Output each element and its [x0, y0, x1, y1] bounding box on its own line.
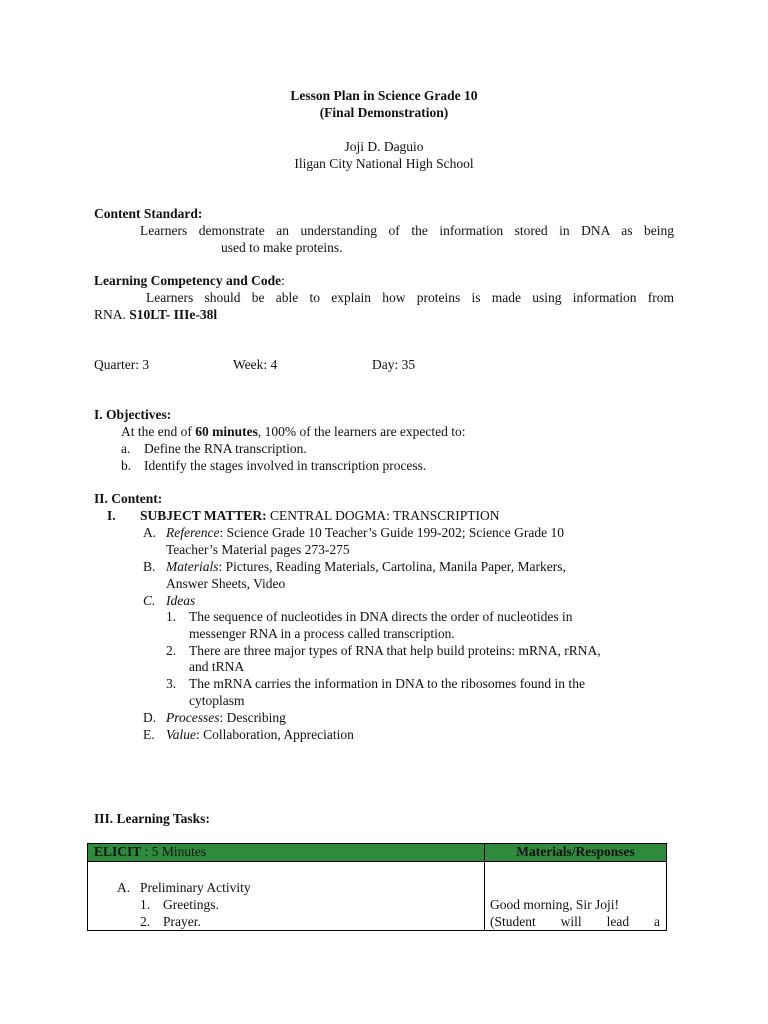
materials-label: Materials: [166, 559, 219, 574]
materials-line1: [166, 559, 566, 575]
reference-text: : Science Grade 10 Teacher’s Guide 199-202; Science Grade 10: [219, 525, 565, 540]
document-subtitle: (Final Demonstration): [319, 105, 449, 120]
subject-matter-label: SUBJECT MATTER:: [140, 508, 267, 523]
idea-line: There are three major types of RNA that help build proteins: mRNA, rRNA,: [189, 643, 601, 658]
table-header-row: [88, 844, 667, 862]
competency-line1: Learners should be able to explain how proteins is made using information from: [146, 290, 674, 305]
list-marker: D.: [143, 710, 157, 725]
content-standard-line2: used to make proteins.: [221, 240, 343, 255]
list-marker: B.: [143, 559, 156, 574]
content-heading: II. Content:: [94, 491, 163, 506]
processes-text: : Describing: [219, 710, 286, 725]
objectives-duration: 60 minutes: [195, 424, 258, 439]
materials-header-cell: [485, 844, 667, 862]
idea-marker: 3.: [166, 676, 177, 691]
content-numeral: I.: [107, 508, 116, 523]
list-marker: A.: [143, 525, 157, 540]
subject-matter: [140, 508, 500, 524]
competency-heading: Learning Competency and Code: [94, 273, 282, 288]
objectives-intro-suffix: , 100% of the learners are expected to:: [257, 424, 466, 439]
reference-label: Reference: [166, 525, 220, 540]
idea-line: and tRNA: [189, 659, 245, 674]
value-label: Value: [166, 727, 196, 742]
school-name: Iligan City National High School: [294, 156, 474, 171]
value-line: [166, 727, 354, 743]
competency-rna: RNA.: [94, 307, 126, 322]
materials-line2: Answer Sheets, Video: [166, 576, 286, 591]
list-marker: C.: [143, 593, 156, 608]
idea-marker: 2.: [166, 643, 177, 658]
objective-marker: b.: [121, 458, 132, 473]
objectives-intro: [121, 424, 466, 440]
response-cell: [485, 862, 667, 931]
objective-item: Identify the stages involved in transcription process.: [144, 458, 427, 473]
learning-tasks-heading: III. Learning Tasks:: [94, 811, 210, 826]
response-word: a: [653, 914, 660, 929]
activity-marker: A.: [117, 880, 131, 895]
objective-item: Define the RNA transcription.: [144, 441, 307, 456]
objective-marker: a.: [121, 441, 131, 456]
processes-label: Processes: [166, 710, 220, 725]
objectives-heading: I. Objectives:: [94, 407, 172, 422]
elicit-time: : 5 Minutes: [141, 844, 207, 859]
competency-line2: [94, 307, 217, 323]
author-name: Joji D. Daguio: [344, 139, 424, 154]
content-standard-line1: Learners demonstrate an understanding of the information stored in DNA as being: [140, 223, 674, 238]
response-prayer: [490, 914, 660, 930]
content-standard-heading: Content Standard:: [94, 206, 203, 221]
objectives-intro-prefix: At the end of: [121, 424, 192, 439]
materials-header: Materials/Responses: [516, 844, 635, 859]
competency-heading-wrap: [94, 273, 285, 289]
quarter-label: Quarter: 3: [94, 357, 150, 372]
activity-cell: [88, 862, 485, 931]
subject-matter-value: CENTRAL DOGMA: TRANSCRIPTION: [270, 508, 500, 523]
idea-line: messenger RNA in a process called transcription.: [189, 626, 455, 641]
step-text: Prayer.: [163, 914, 201, 929]
step-text: Greetings.: [163, 897, 219, 912]
idea-line: The mRNA carries the information in DNA to the ribosomes found in the: [189, 676, 585, 691]
value-text: : Collaboration, Appreciation: [196, 727, 354, 742]
idea-line: cytoplasm: [189, 693, 245, 708]
materials-text: : Pictures, Reading Materials, Cartolina, Manila Paper, Markers,: [218, 559, 566, 574]
competency-code: S10LT- IIIe-38l: [129, 307, 218, 322]
learning-tasks-table: [87, 843, 667, 931]
response-word: lead: [606, 914, 630, 929]
table-row: [88, 862, 667, 931]
ideas-label: Ideas: [166, 593, 196, 608]
activity-title: Preliminary Activity: [140, 880, 251, 895]
reference-line1: [166, 525, 564, 541]
step-marker: 2.: [140, 914, 151, 929]
reference-line2: Teacher’s Material pages 273-275: [166, 542, 350, 557]
response-greeting: Good morning, Sir Joji!: [490, 897, 620, 912]
step-marker: 1.: [140, 897, 151, 912]
week-label: Week: 4: [233, 357, 278, 372]
document-title: Lesson Plan in Science Grade 10: [290, 88, 478, 103]
idea-line: The sequence of nucleotides in DNA directs the order of nucleotides in: [189, 609, 573, 624]
processes-line: [166, 710, 286, 726]
competency-colon: :: [281, 273, 285, 288]
elicit-header-cell: [88, 844, 485, 862]
day-label: Day: 35: [372, 357, 416, 372]
elicit-label: ELICIT: [94, 844, 142, 859]
response-word: (Student: [490, 914, 536, 929]
idea-marker: 1.: [166, 609, 177, 624]
list-marker: E.: [143, 727, 155, 742]
response-word: will: [560, 914, 582, 929]
